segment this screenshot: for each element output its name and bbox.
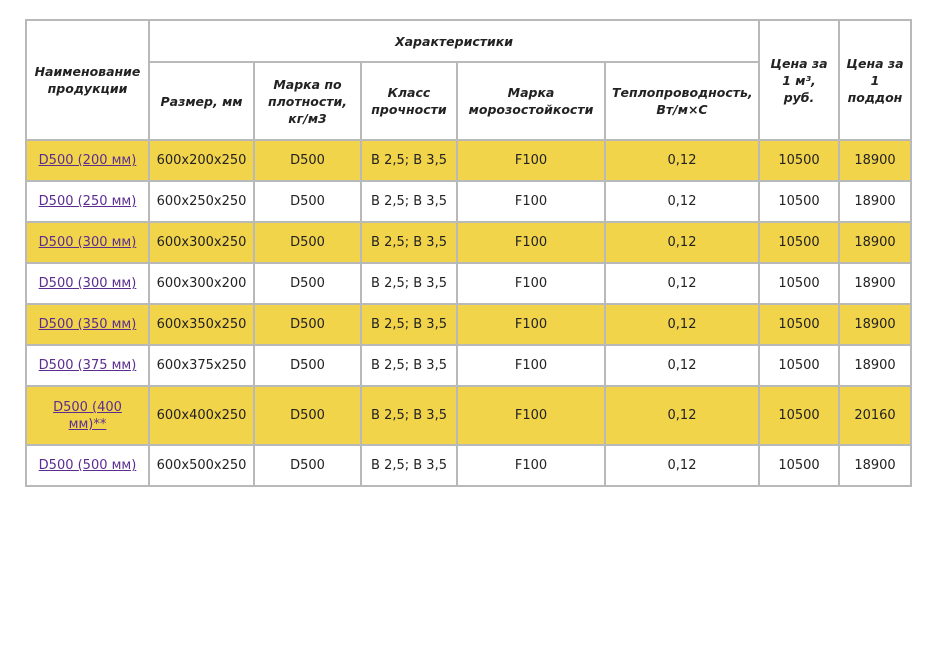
product-link[interactable]: D500 (500 мм) [38,458,137,473]
thermal-cell: 0,12 [605,140,759,181]
thermal-cell: 0,12 [605,386,759,445]
table-row [26,386,911,445]
header-size: Размер, мм [149,62,254,140]
size-cell: 600х300х200 [149,263,254,304]
strength-cell: В 2,5; В 3,5 [361,386,457,445]
frost-cell: F100 [457,263,605,304]
product-link[interactable]: D500 (200 мм) [38,153,137,168]
product-name-cell [26,263,149,304]
header-strength: Класс прочности [361,62,457,140]
price-m3-cell: 10500 [759,181,839,222]
price-pallet-cell: 18900 [839,345,911,386]
table-row [26,181,911,222]
header-price-pallet: Цена за 1 поддон [839,20,911,140]
product-name-cell [26,222,149,263]
size-cell: 600х375х250 [149,345,254,386]
thermal-cell: 0,12 [605,181,759,222]
product-link[interactable]: D500 (400 мм)** [53,399,122,432]
price-m3-cell: 10500 [759,445,839,486]
price-pallet-cell: 18900 [839,263,911,304]
price-m3-cell: 10500 [759,140,839,181]
density-cell: D500 [254,263,361,304]
price-pallet-cell: 18900 [839,140,911,181]
table-row [26,263,911,304]
price-m3-cell: 10500 [759,304,839,345]
table-row [26,140,911,181]
product-link[interactable]: D500 (250 мм) [38,194,137,209]
size-cell: 600х300х250 [149,222,254,263]
price-m3-cell: 10500 [759,386,839,445]
table-row [26,445,911,486]
density-cell: D500 [254,445,361,486]
frost-cell: F100 [457,304,605,345]
price-pallet-cell: 18900 [839,304,911,345]
density-cell: D500 [254,181,361,222]
price-pallet-cell: 18900 [839,445,911,486]
frost-cell: F100 [457,181,605,222]
header-product-name: Наименование продукции [26,20,149,140]
size-cell: 600х350х250 [149,304,254,345]
header-density: Марка по плотности, кг/м3 [254,62,361,140]
strength-cell: В 2,5; В 3,5 [361,445,457,486]
product-name-cell [26,304,149,345]
thermal-cell: 0,12 [605,304,759,345]
table-row [26,345,911,386]
price-pallet-cell: 18900 [839,181,911,222]
density-cell: D500 [254,345,361,386]
size-cell: 600х200х250 [149,140,254,181]
product-name-cell [26,445,149,486]
header-characteristics: Характеристики [149,20,759,62]
header-thermal: Теплопроводность, Вт/м×С [605,62,759,140]
strength-cell: В 2,5; В 3,5 [361,345,457,386]
thermal-cell: 0,12 [605,222,759,263]
table-row [26,304,911,345]
frost-cell: F100 [457,345,605,386]
size-cell: 600х400х250 [149,386,254,445]
strength-cell: В 2,5; В 3,5 [361,140,457,181]
thermal-cell: 0,12 [605,345,759,386]
product-name-cell [26,345,149,386]
strength-cell: В 2,5; В 3,5 [361,304,457,345]
density-cell: D500 [254,304,361,345]
density-cell: D500 [254,386,361,445]
price-pallet-cell: 18900 [839,222,911,263]
price-table [25,19,912,487]
strength-cell: В 2,5; В 3,5 [361,181,457,222]
density-cell: D500 [254,140,361,181]
product-link[interactable]: D500 (300 мм) [38,235,137,250]
frost-cell: F100 [457,445,605,486]
price-pallet-cell: 20160 [839,386,911,445]
product-link[interactable]: D500 (300 мм) [38,276,137,291]
strength-cell: В 2,5; В 3,5 [361,222,457,263]
header-price-m3: Цена за 1 м³, руб. [759,20,839,140]
frost-cell: F100 [457,222,605,263]
product-name-cell [26,140,149,181]
product-link[interactable]: D500 (350 мм) [38,317,137,332]
header-frost: Марка морозостойкости [457,62,605,140]
product-link[interactable]: D500 (375 мм) [38,358,137,373]
frost-cell: F100 [457,386,605,445]
frost-cell: F100 [457,140,605,181]
price-m3-cell: 10500 [759,263,839,304]
size-cell: 600х250х250 [149,181,254,222]
thermal-cell: 0,12 [605,445,759,486]
strength-cell: В 2,5; В 3,5 [361,263,457,304]
thermal-cell: 0,12 [605,263,759,304]
size-cell: 600х500х250 [149,445,254,486]
product-name-cell [26,181,149,222]
price-m3-cell: 10500 [759,345,839,386]
price-m3-cell: 10500 [759,222,839,263]
density-cell: D500 [254,222,361,263]
product-name-cell [26,386,149,445]
header-row-1 [26,20,911,62]
table-row [26,222,911,263]
